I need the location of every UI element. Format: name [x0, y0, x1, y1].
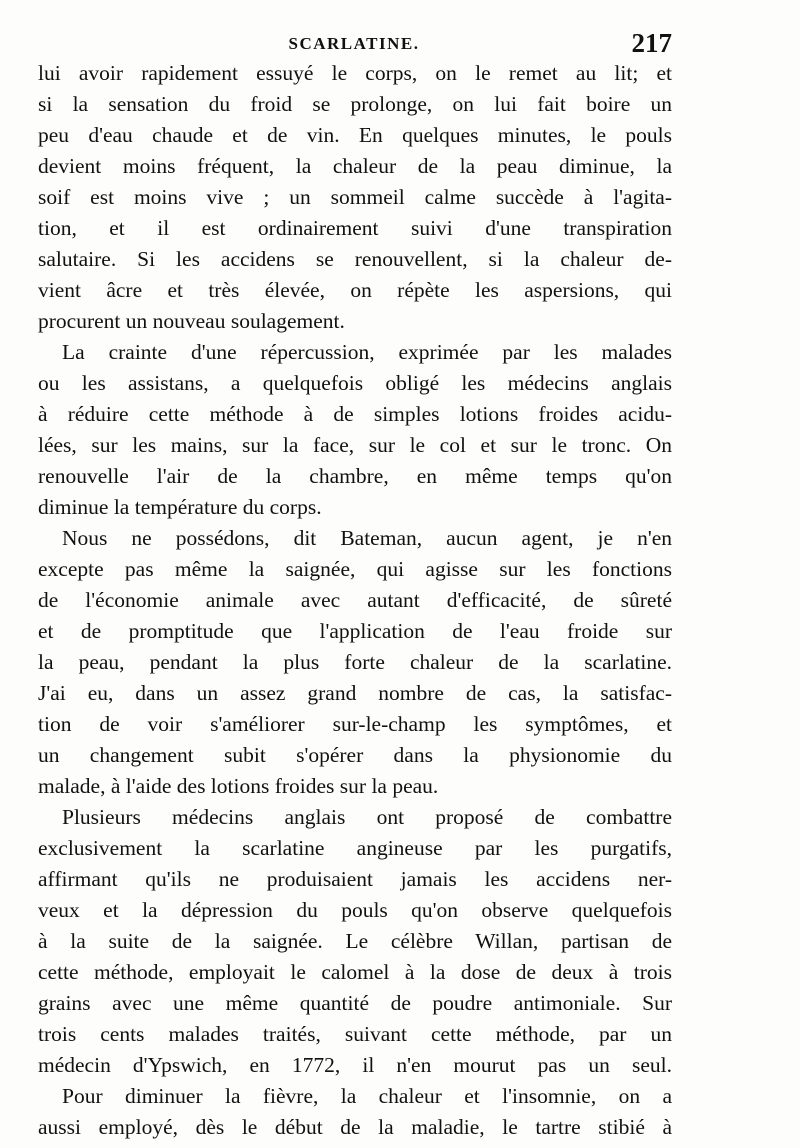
- text-line: J'ai eu, dans un assez grand nombre de cas, la satisfac-: [38, 681, 672, 705]
- paragraph: [38, 58, 672, 337]
- text-line: peu d'eau chaude et de vin. En quelques minutes, le pouls: [38, 123, 672, 147]
- text-line: si la sensation du froid se prolonge, on lui fait boire un: [38, 92, 672, 116]
- text-line: de l'économie animale avec autant d'efficacité, de sûreté: [38, 588, 672, 612]
- text-line: aussi employé, dès le début de la maladie, le tartre stibié à: [38, 1115, 672, 1139]
- text-line: exclusivement la scarlatine angineuse par les purgatifs,: [38, 836, 672, 860]
- text-line: lées, sur les mains, sur la face, sur le col et sur le tronc. On: [38, 433, 672, 457]
- text-line: trois cents malades traités, suivant cette méthode, par un: [38, 1022, 672, 1046]
- text-line: Nous ne possédons, dit Bateman, aucun agent, je n'en: [62, 526, 672, 550]
- paragraph: [38, 802, 672, 1081]
- text-line: veux et la dépression du pouls qu'on observe quelquefois: [38, 898, 672, 922]
- text-line: la peau, pendant la plus forte chaleur de la scarlatine.: [38, 650, 672, 674]
- text-line: affirmant qu'ils ne produisaient jamais les accidens ner-: [38, 867, 672, 891]
- text-line: médecin d'Ypswich, en 1772, il n'en mourut pas un seul.: [38, 1053, 672, 1077]
- text-line: excepte pas même la saignée, qui agisse sur les fonctions: [38, 557, 672, 581]
- text-line: salutaire. Si les accidens se renouvellent, si la chaleur de-: [38, 247, 672, 271]
- text-line: diminue la température du corps.: [38, 495, 322, 519]
- text-line: La crainte d'une répercussion, exprimée par les malades: [62, 340, 672, 364]
- text-line: et de promptitude que l'application de l'eau froide sur: [38, 619, 672, 643]
- text-line: cette méthode, employait le calomel à la dose de deux à trois: [38, 960, 672, 984]
- page-number: 217: [631, 28, 672, 58]
- paragraph: [38, 337, 672, 523]
- text-line: ou les assistans, a quelquefois obligé les médecins anglais: [38, 371, 672, 395]
- text-body: [38, 58, 672, 1143]
- text-line: grains avec une même quantité de poudre antimoniale. Sur: [38, 991, 672, 1015]
- text-line: à la suite de la saignée. Le célèbre Willan, partisan de: [38, 929, 672, 953]
- text-line: devient moins fréquent, la chaleur de la peau diminue, la: [38, 154, 672, 178]
- text-line: lui avoir rapidement essuyé le corps, on le remet au lit; et: [38, 61, 672, 85]
- text-line: Plusieurs médecins anglais ont proposé de combattre: [62, 805, 672, 829]
- running-title: SCARLATINE.: [288, 34, 420, 53]
- text-line: procurent un nouveau soulagement.: [38, 309, 345, 333]
- paragraph: [38, 523, 672, 802]
- text-line: malade, à l'aide des lotions froides sur la peau.: [38, 774, 439, 798]
- text-line: tion, et il est ordinairement suivi d'une transpiration: [38, 216, 672, 240]
- text-line: tion de voir s'améliorer sur-le-champ les symptômes, et: [38, 712, 672, 736]
- paragraph: [38, 1081, 672, 1143]
- running-head: [36, 30, 672, 60]
- text-line: un changement subit s'opérer dans la physionomie du: [38, 743, 672, 767]
- text-line: renouvelle l'air de la chambre, en même temps qu'on: [38, 464, 672, 488]
- text-line: vient âcre et très élevée, on répète les aspersions, qui: [38, 278, 672, 302]
- text-line: à réduire cette méthode à de simples lotions froides acidu-: [38, 402, 672, 426]
- text-line: soif est moins vive ; un sommeil calme succède à l'agita-: [38, 185, 672, 209]
- text-line: Pour diminuer la fièvre, la chaleur et l'insomnie, on a: [62, 1084, 672, 1108]
